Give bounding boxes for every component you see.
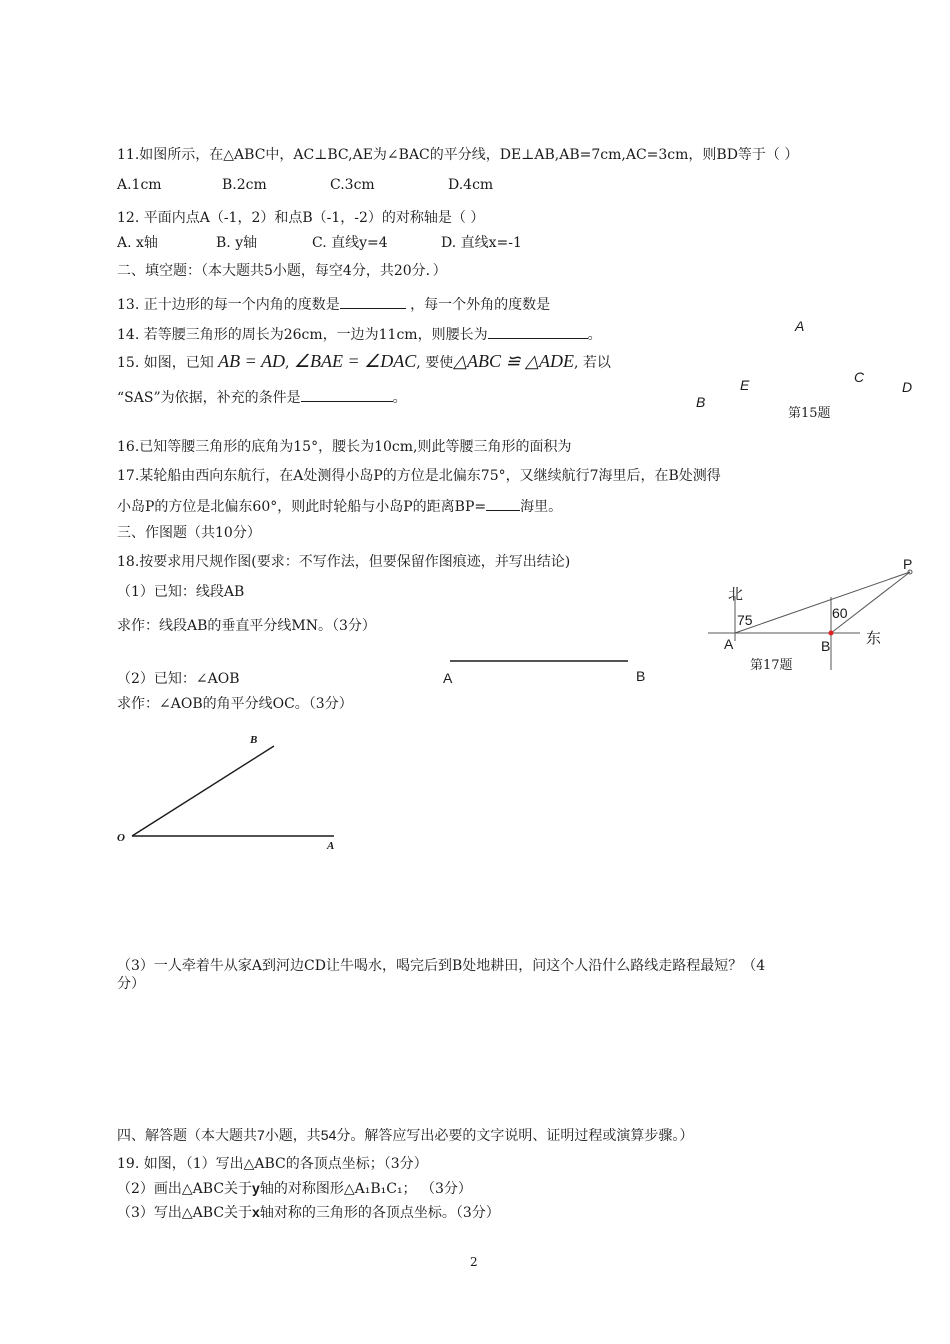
q14-text: 14. 若等腰三角形的周长为26cm，一边为11cm，则腰长为 (117, 327, 488, 343)
angle-aob (132, 746, 334, 836)
q18-part3-line2: 分） (117, 976, 145, 992)
q19-line3b: 轴对称的三角形的各顶点坐标。（3分） (259, 1205, 500, 1221)
q18-part3-line1: （3）一人牵着牛从家A到河边CD让牛喝水，喝完后到B处地耕田，问这个人沿什么路线走路程最短？（4 (117, 958, 766, 974)
q11-option-d: D.4cm (448, 177, 494, 193)
q15-eq1: AB = AD (218, 351, 285, 371)
q19-line1: 19. 如图，（1）写出△ABC的各顶点坐标；（3分） (117, 1156, 428, 1172)
fig15-caption: 第15题 (788, 406, 831, 421)
q15-line2-text: “SAS”为依据，补充的条件是 (117, 390, 301, 406)
q11-option-a: A.1cm (117, 177, 162, 193)
q13-part2: ，每一个外角的度数是 (410, 297, 551, 313)
fig17-label-60: 60 (832, 605, 848, 621)
q12-option-c: C. 直线y=4 (312, 235, 388, 251)
angle-label-a: A (327, 840, 335, 852)
fig15-label-c: C (854, 369, 865, 385)
fig15-label-b: B (696, 394, 706, 410)
q12-option-b: B. y轴 (216, 235, 258, 251)
q16: 16.已知等腰三角形的底角为15°，腰长为10cm,则此等腰三角形的面积为 (117, 439, 572, 455)
q15-mid: , 要使 (416, 355, 454, 371)
section-3-heading: 三、作图题（共10分） (117, 525, 261, 541)
q12-stem: 12. 平面内点A（-1，2）和点B（-1，-2）的对称轴是（ ） (117, 210, 485, 226)
q17-line1: 17.某轮船由西向东航行，在A处测得小岛P的方位是北偏东75°，又继续航行7海里后，在B处测得 (117, 468, 721, 484)
q17-line2a: 小岛P的方位是北偏东60°，则此时轮船与小岛P的距离BP= (117, 499, 487, 515)
fig17-label-b: B (821, 638, 831, 654)
q18-stem: 18.按要求用尺规作图(要求：不写作法，但要保留作图痕迹，并写出结论) (117, 554, 571, 570)
segment-label-b: B (636, 668, 646, 684)
q15-suffix: , 若以 (573, 355, 611, 371)
q14-end: 。 (587, 327, 602, 343)
q15-prefix: 15. 如图，已知 (117, 355, 214, 371)
q19-line3-var: x (252, 1204, 260, 1220)
q15-eq3: △ABC ≌ △ADE (453, 351, 574, 371)
fig17-caption: 第17题 (750, 658, 793, 673)
q15-end: 。 (392, 390, 407, 406)
section-4-heading: 四、解答题（本大题共7小题，共54分。解答应写出必要的文字说明、证明过程或演算步骤。） (117, 1127, 694, 1143)
q12-option-d: D. 直线x=-1 (441, 235, 522, 251)
fig17-line-bp (831, 572, 910, 633)
fig15-label-a: A (795, 318, 805, 334)
fig17-label-north: 北 (728, 586, 744, 603)
q11-stem: 11.如图所示，在△ABC中，AC⊥BC,AE为∠BAC的平分线，DE⊥AB,AB=7cm,AC=3cm，则BD等于（ ） (117, 147, 799, 163)
fig17-label-a: A (724, 636, 734, 652)
fig17-point-b (829, 631, 833, 635)
q12-option-a: A. x轴 (117, 235, 158, 251)
q11-option-b: B.2cm (222, 177, 267, 193)
fig15-label-e: E (740, 377, 750, 393)
ray-ob (132, 746, 274, 836)
fig17-label-75: 75 (737, 612, 753, 628)
section-2-heading: 二、填空题：（本大题共5小题，每空4分，共20分．） (117, 263, 447, 279)
q11-option-c: C.3cm (330, 177, 375, 193)
q18-part1-given: （1）已知：线段AB (117, 584, 245, 600)
fig17-label-east: 东 (866, 630, 882, 647)
q15-eq2: ∠BAE = ∠DAC (293, 351, 417, 371)
q18-part2-given: （2）已知：∠AOB (117, 671, 240, 687)
q19-line3a: （3）写出△ABC关于 (117, 1205, 253, 1221)
q19-line2-var: y (252, 1180, 260, 1196)
segment-label-a: A (443, 670, 453, 686)
fig15-label-d: D (902, 379, 913, 395)
q19-line2b: 轴的对称图形△A₁B₁C₁； （3分） (259, 1181, 472, 1197)
q18-part2-task: 求作：∠AOB的角平分线OC。（3分） (117, 696, 353, 712)
q19-line2a: （2）画出△ABC关于 (117, 1181, 253, 1197)
q13-part1: 13. 正十边形的每一个内角的度数是 (117, 297, 340, 313)
q17-line2b: 海里。 (520, 499, 563, 515)
page-number: 2 (470, 1255, 478, 1269)
q18-part1-task: 求作：线段AB的垂直平分线MN。（3分） (117, 618, 376, 634)
fig17-diagram (708, 570, 912, 670)
q15-sep: , (284, 355, 290, 371)
fig17-label-p: P (903, 556, 913, 572)
angle-label-o: O (117, 832, 125, 844)
fig17-line-ap (735, 572, 910, 633)
angle-label-b: B (250, 734, 258, 746)
